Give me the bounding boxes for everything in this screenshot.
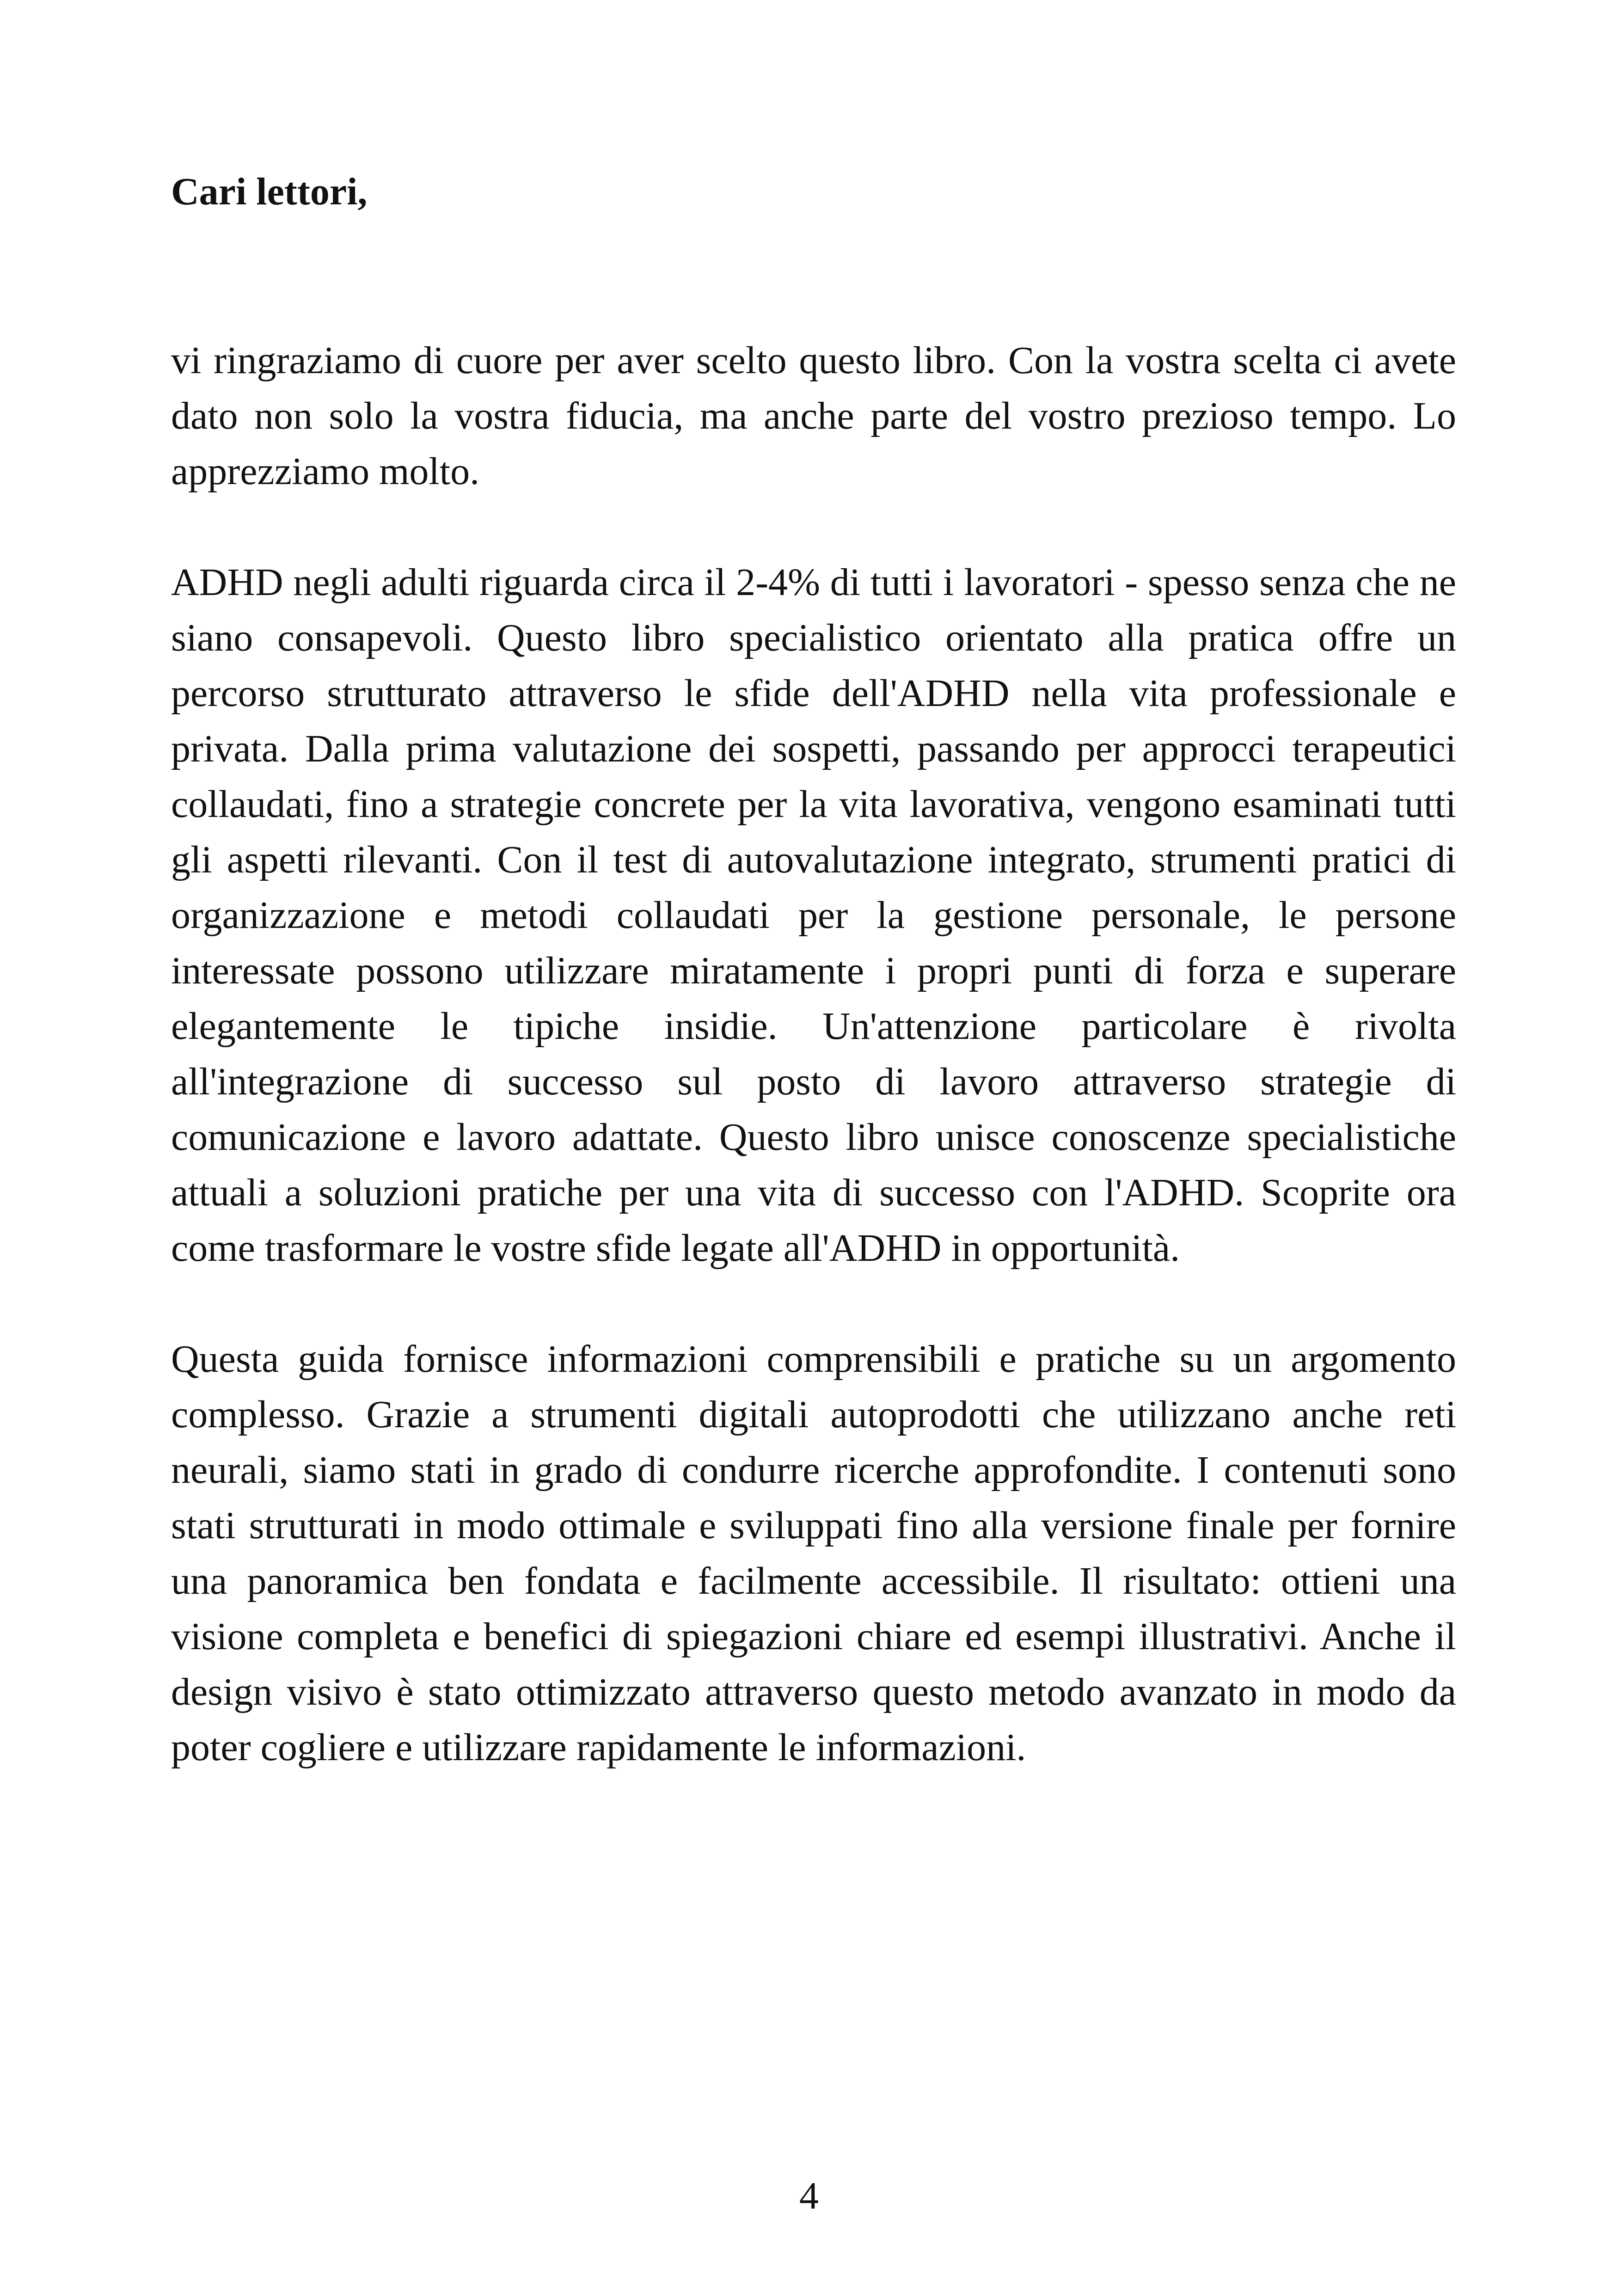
greeting-heading: Cari lettori, bbox=[171, 170, 368, 213]
paragraph-guide-method: Questa guida fornisce informazioni comprensibili e pratiche su un argomento complesso. Grazie a strumenti digitali autoprodotti che utilizzano anche reti neurali, siamo stati in grado di condurre ricerche approfondite. I contenuti sono stati strutturati in modo ottimale e sviluppati fino alla versione finale per fornire una panoramica ben fondata e facilmente accessibile. Il risultato: ottieni una visione completa e benefici di spiegazioni chiare ed esempi illustrativi. Anche il design visivo è stato ottimizzato attraverso questo metodo avanzato in modo da poter cogliere e utilizzare rapidamente le informazioni. bbox=[171, 1338, 1456, 1769]
paragraph-book-description: ADHD negli adulti riguarda circa il 2-4% di tutti i lavoratori - spesso senza che ne siano consapevoli. Questo libro specialistico orientato alla pratica offre un percorso strutturato attraverso le sfide dell'ADHD nella vita professionale e privata. Dalla prima valutazione dei sospetti, passando per approcci terapeutici collaudati, fino a strategie concrete per la vita lavorativa, vengono esaminati tutti gli aspetti rilevanti. Con il test di autovalutazione integrato, strumenti pratici di organizzazione e metodi collaudati per la gestione personale, le persone interessate possono utilizzare miratamente i propri punti di forza e superare elegantemente le tipiche insidie. Un'attenzione particolare è rivolta all'integrazione di successo sul posto di lavoro attraverso strategie di comunicazione e lavoro adattate. Questo libro unisce conoscenze specialistiche attuali a soluzioni pratiche per una vita di successo con l'ADHD. Scoprite ora come trasformare le vostre sfide legate all'ADHD in opportunità. bbox=[171, 561, 1456, 1270]
page-number: 4 bbox=[799, 2174, 819, 2217]
paragraph-thanks: vi ringraziamo di cuore per aver scelto questo libro. Con la vostra scelta ci avete dato non solo la vostra fiducia, ma anche parte del vostro prezioso tempo. Lo apprezziamo molto. bbox=[171, 339, 1456, 493]
body-text bbox=[171, 333, 1456, 1831]
